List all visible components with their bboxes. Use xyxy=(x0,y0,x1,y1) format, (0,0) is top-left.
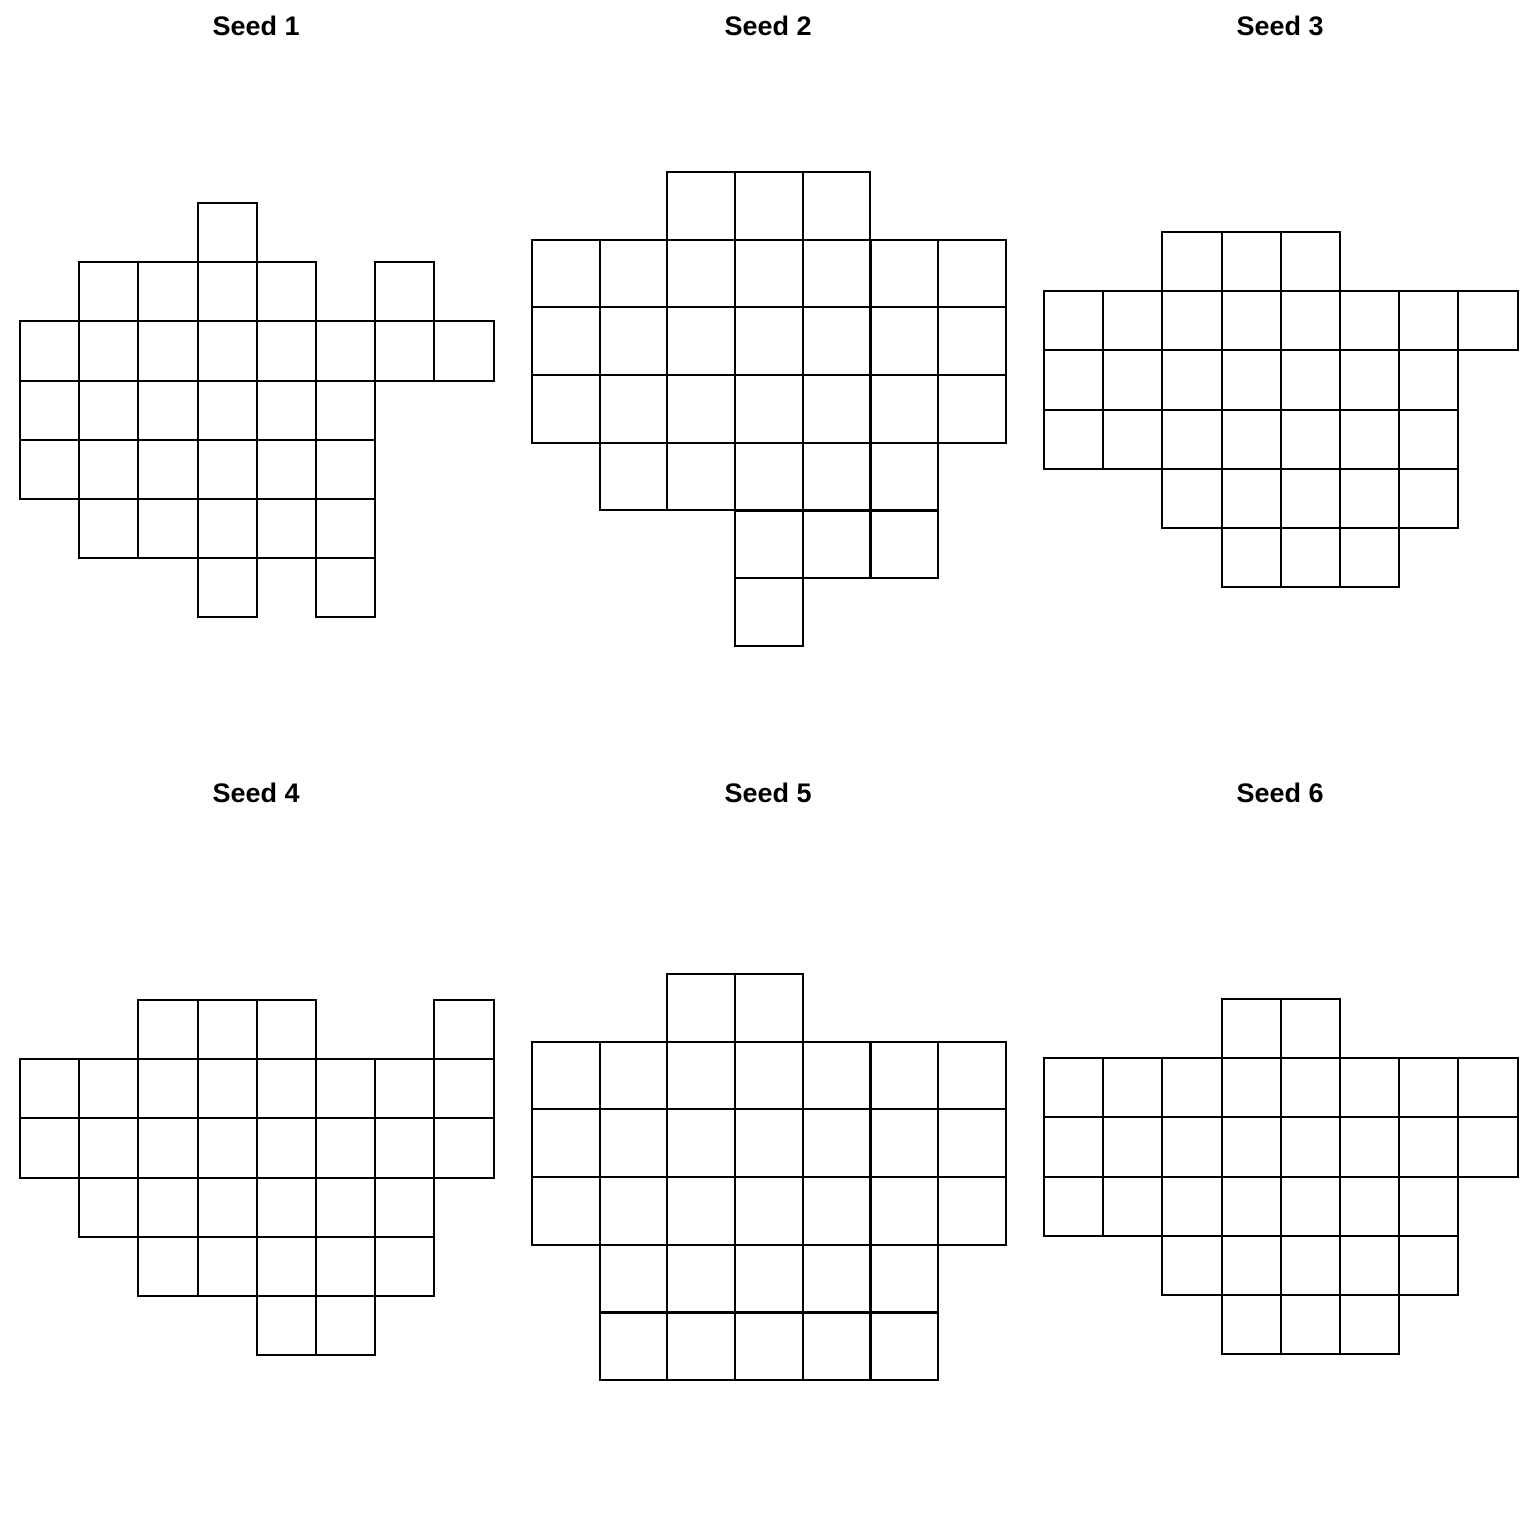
grid-cell xyxy=(1221,1235,1282,1296)
grid-cell xyxy=(1102,1116,1163,1177)
grid-cell xyxy=(1280,1176,1341,1237)
grid-cell xyxy=(1161,1235,1222,1296)
grid-cell xyxy=(1043,1116,1104,1177)
grid-cell xyxy=(1398,1235,1459,1296)
grid-cell xyxy=(1457,1057,1518,1118)
panel-title-seed-1: Seed 1 xyxy=(212,11,300,41)
grid-cell xyxy=(1339,1235,1400,1296)
grid-cell xyxy=(1043,1176,1104,1237)
grid-cell xyxy=(1161,1057,1222,1118)
grid-cell xyxy=(1221,1057,1282,1118)
grid-cell xyxy=(1280,998,1341,1059)
grid-cell xyxy=(1280,1235,1341,1296)
panel-title-seed-2: Seed 2 xyxy=(724,11,812,41)
grid-cell xyxy=(1339,1176,1400,1237)
grid-cell xyxy=(1221,1176,1282,1237)
grid-cell xyxy=(1043,1057,1104,1118)
panel-title-seed-4: Seed 4 xyxy=(212,778,300,808)
grid-cell xyxy=(1221,1294,1282,1355)
grid-cell xyxy=(1339,1294,1400,1355)
panel-title-seed-3: Seed 3 xyxy=(1236,11,1324,41)
grid-cell xyxy=(1221,1116,1282,1177)
grid-cell xyxy=(1221,998,1282,1059)
grid-cell xyxy=(1280,1116,1341,1177)
grid-cell xyxy=(1398,1057,1459,1118)
grid-cell xyxy=(1161,1176,1222,1237)
grid-cell xyxy=(1398,1176,1459,1237)
panel-title-seed-5: Seed 5 xyxy=(724,778,812,808)
grid-cell xyxy=(1161,1116,1222,1177)
grid-cell xyxy=(1339,1057,1400,1118)
grid-cell xyxy=(1339,1116,1400,1177)
grid-cell xyxy=(1280,1294,1341,1355)
grid-cell xyxy=(1398,1116,1459,1177)
panel-title-seed-6: Seed 6 xyxy=(1236,778,1324,808)
grid-cell xyxy=(1102,1057,1163,1118)
grid-cell xyxy=(1280,1057,1341,1118)
grid-cell xyxy=(1457,1116,1518,1177)
grid-cell xyxy=(1102,1176,1163,1237)
